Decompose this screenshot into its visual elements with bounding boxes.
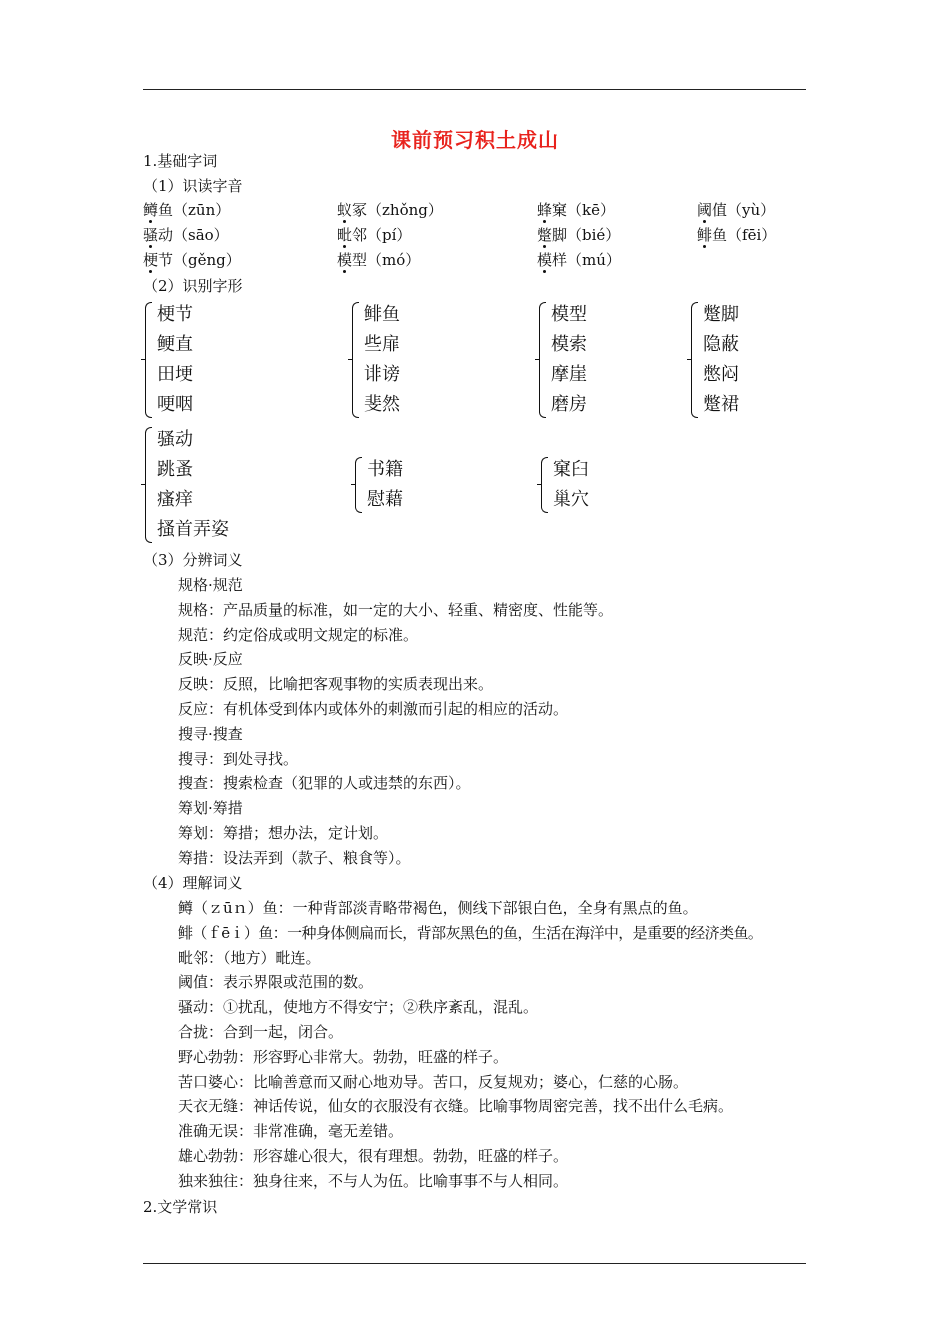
pronunciation-item xyxy=(537,200,615,220)
dotted-char: 蚁 xyxy=(337,201,353,219)
section-1-3-heading: （3）分辨词义 xyxy=(143,551,243,569)
pronunciation-text: 动（sāo） xyxy=(158,226,229,244)
section-2-heading: 2.文学常识 xyxy=(143,1198,218,1216)
pronunciation-text: 邻（pí） xyxy=(352,226,412,244)
glyph-group xyxy=(541,455,671,515)
pronunciation-item xyxy=(143,225,229,245)
pronunciation-text: 鱼（zūn） xyxy=(158,201,231,219)
dotted-char: 蹩 xyxy=(537,226,553,244)
dotted-char: 蜂 xyxy=(537,201,553,219)
pronunciation-text: 值（yù） xyxy=(712,201,776,219)
glyph-word: 些扉 xyxy=(364,334,400,355)
meaning-line: 规格·规范 xyxy=(178,576,243,594)
pronunciation-item xyxy=(697,200,775,220)
pronunciation-item xyxy=(697,225,776,245)
section-1-heading: 1.基础字词 xyxy=(143,152,218,170)
pronunciation-item xyxy=(143,200,230,220)
glyph-word: 巢穴 xyxy=(553,489,589,510)
definition-line: 准确无误：非常准确，毫无差错。 xyxy=(178,1122,404,1141)
meaning-line: 规格：产品质量的标准，如一定的大小、轻重、精密度、性能等。 xyxy=(178,600,614,619)
brace-icon xyxy=(145,302,152,418)
dotted-char: 鲱 xyxy=(697,226,713,244)
pronunciation-text: 型（mó） xyxy=(352,251,421,269)
definition-line: 野心勃勃：形容野心非常大。勃勃，旺盛的样子。 xyxy=(178,1047,509,1066)
dotted-char: 骚 xyxy=(143,226,159,244)
pronunciation-item xyxy=(337,250,420,270)
definition-line: 雄心勃勃：形容雄心很大，很有理想。勃勃，旺盛的样子。 xyxy=(178,1147,569,1165)
glyph-group xyxy=(355,455,485,515)
dotted-char: 梗 xyxy=(143,251,159,269)
pronunciation-item xyxy=(537,250,621,270)
brace-icon xyxy=(691,302,698,418)
glyph-group xyxy=(145,425,275,545)
definition-line: 骚动：①扰乱，使地方不得安宁；②秩序紊乱，混乱。 xyxy=(178,998,539,1017)
pronunciation-text: 窠（kē） xyxy=(552,201,615,219)
pronunciation-item xyxy=(143,250,241,270)
meaning-line: 搜寻·搜查 xyxy=(178,724,243,743)
section-1-2-heading: （2）识别字形 xyxy=(143,277,243,295)
pronunciation-item xyxy=(337,225,411,245)
definition-line: 阈值：表示界限或范围的数。 xyxy=(178,973,374,992)
glyph-word: 隐蔽 xyxy=(703,334,739,355)
glyph-word: 书籍 xyxy=(367,459,403,480)
section-1-1-heading: （1）识读字音 xyxy=(143,177,243,195)
glyph-word: 斐然 xyxy=(364,394,400,415)
glyph-word: 窠臼 xyxy=(553,459,589,480)
glyph-word: 模索 xyxy=(551,334,587,355)
meaning-line: 搜查：搜索检查（犯罪的人或违禁的东西）。 xyxy=(178,774,471,793)
pronunciation-text: 样（mú） xyxy=(552,251,621,269)
glyph-word: 诽谤 xyxy=(364,364,400,385)
dotted-char: 模 xyxy=(537,251,553,269)
meaning-line: 规范：约定俗成或明文规定的标准。 xyxy=(178,625,419,644)
glyph-word: 鲠直 xyxy=(157,334,193,355)
meaning-line: 搜寻：到处寻找。 xyxy=(178,749,299,768)
definition-line: 毗邻：（地方）毗连。 xyxy=(178,948,321,967)
pronunciation-text: 冢（zhǒng） xyxy=(352,201,443,219)
glyph-word: 慰藉 xyxy=(367,489,403,510)
meaning-line: 筹划：筹措；想办法，定计划。 xyxy=(178,824,389,842)
definition-line: 鲱（ｆēｉ）鱼：一种身体侧扁而长，背部灰黑色的鱼，生活在海洋中，是重要的经济类鱼。 xyxy=(178,923,763,942)
footer-rule xyxy=(143,1263,806,1264)
meaning-line: 反映·反应 xyxy=(178,650,243,669)
glyph-word: 鲱鱼 xyxy=(364,304,400,325)
definition-line: 独来独往：独身往来，不与人为伍。比喻事事不与人相同。 xyxy=(178,1171,569,1190)
glyph-word: 跳蚤 xyxy=(157,459,193,480)
meaning-line: 筹措：设法弄到（款子、粮食等）。 xyxy=(178,848,411,867)
glyph-word: 哽咽 xyxy=(157,394,193,415)
page-title: 课前预习积土成山 xyxy=(391,128,559,152)
definition-line: 天衣无缝：神话传说，仙女的衣服没有衣缝。比喻事物周密完善，找不出什么毛病。 xyxy=(178,1097,734,1116)
definition-line: 合拢：合到一起，闭合。 xyxy=(178,1023,344,1041)
pronunciation-text: 节（gěng） xyxy=(158,251,241,269)
glyph-group xyxy=(539,300,669,420)
glyph-word: 搔首弄姿 xyxy=(157,519,229,540)
dotted-char: 毗 xyxy=(337,226,353,244)
glyph-word: 蹩脚 xyxy=(703,304,739,325)
glyph-word: 模型 xyxy=(551,304,587,325)
dotted-char: 鳟 xyxy=(143,201,159,219)
pronunciation-text: 鱼（fēi） xyxy=(712,226,777,244)
definition-line: 鳟（ｚūｎ）鱼：一种背部淡青略带褐色，侧线下部银白色，全身有黑点的鱼。 xyxy=(178,899,698,917)
brace-icon xyxy=(145,427,152,543)
glyph-word: 磨房 xyxy=(551,394,587,415)
glyph-word: 骚动 xyxy=(157,429,193,450)
meaning-line: 反应：有机体受到体内或体外的刺激而引起的相应的活动。 xyxy=(178,700,569,718)
header-rule xyxy=(143,89,806,90)
pronunciation-item xyxy=(537,225,620,245)
glyph-word: 瘙痒 xyxy=(157,489,193,510)
glyph-word: 憋闷 xyxy=(703,364,739,385)
brace-icon xyxy=(541,457,548,513)
definition-line: 苦口婆心：比喻善意而又耐心地劝导。苦口，反复规劝；婆心，仁慈的心肠。 xyxy=(178,1072,689,1091)
glyph-word: 梗节 xyxy=(157,304,193,325)
brace-icon xyxy=(355,457,362,513)
brace-icon xyxy=(352,302,359,418)
meaning-line: 反映：反照，比喻把客观事物的实质表现出来。 xyxy=(178,675,494,694)
glyph-group xyxy=(145,300,275,420)
brace-icon xyxy=(539,302,546,418)
glyph-word: 田埂 xyxy=(157,364,193,385)
glyph-group xyxy=(691,300,821,420)
meaning-line: 筹划·筹措 xyxy=(178,799,243,818)
section-1-4-heading: （4）理解词义 xyxy=(143,874,243,892)
pronunciation-item xyxy=(337,200,443,220)
glyph-word: 摩崖 xyxy=(551,364,587,385)
glyph-word: 蹩裙 xyxy=(703,394,739,415)
dotted-char: 阈 xyxy=(697,201,713,219)
pronunciation-text: 脚（bié） xyxy=(552,226,621,244)
glyph-group xyxy=(352,300,482,420)
dotted-char: 模 xyxy=(337,251,353,269)
